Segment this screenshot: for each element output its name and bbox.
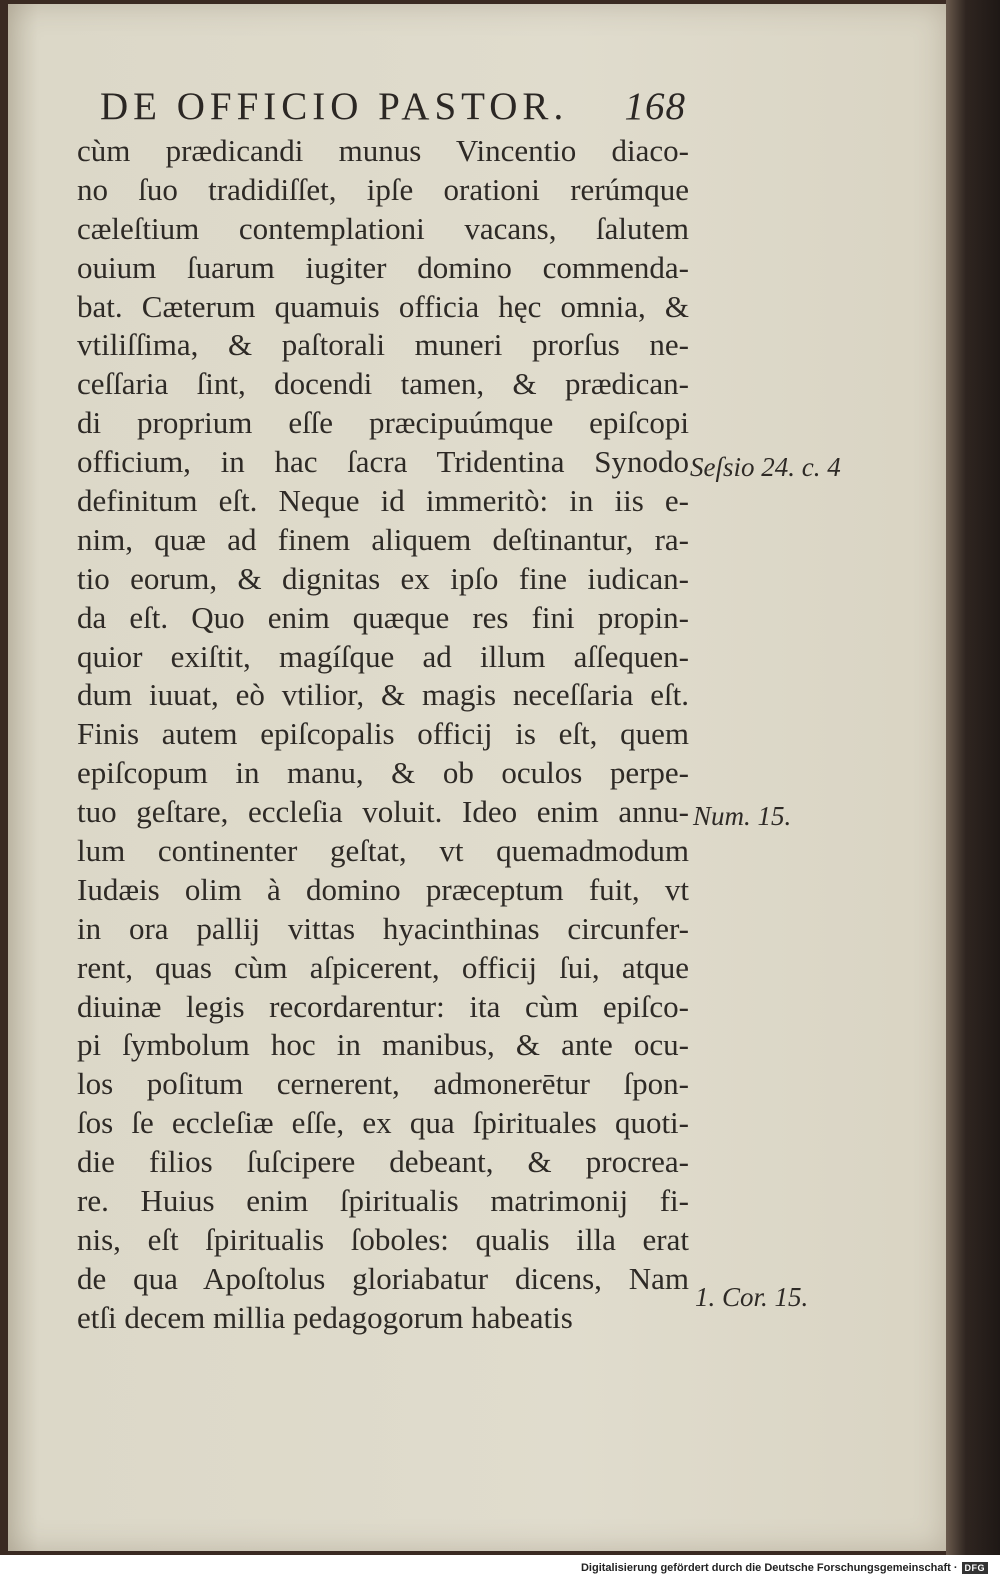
text-line: de qua Apoſtolus gloriabatur dicens, Nam xyxy=(77,1260,689,1296)
digitization-footer xyxy=(0,1555,1000,1580)
text-line: dum iuuat, eò vtilior, & magis neceſſaria eſt. xyxy=(77,677,689,713)
text-line: etſi decem millia pedagogorum habeatis xyxy=(77,1299,573,1335)
text-line: cùm prædicandi munus Vincentio diaco- xyxy=(77,133,689,168)
text-line: cæleſtium contemplationi vacans, ſalutem xyxy=(77,210,689,246)
margin-note-corinthios: 1. Cor. 15. xyxy=(695,1282,809,1312)
text-line: tuo geſtare, eccleſia voluit. Ideo enim annu- xyxy=(77,794,689,830)
body-text xyxy=(77,132,689,1338)
text-line: diuinæ legis recordarentur: ita cùm epiſco- xyxy=(77,988,689,1024)
text-line: officium, in hac ſacra Tridentina Synodo xyxy=(77,444,689,480)
margin-note-numeri: Num. 15. xyxy=(693,801,792,831)
text-line: nim, quæ ad finem aliquem deſtinantur, ra- xyxy=(77,521,689,557)
text-line: re. Huius enim ſpiritualis matrimonij fi- xyxy=(77,1183,689,1219)
running-title: DE OFFICIO PASTOR. xyxy=(100,84,569,128)
text-line: ceſſaria ſint, docendi tamen, & prædican- xyxy=(77,366,689,402)
text-line: definitum eſt. Neque id immeritò: in iis e- xyxy=(77,483,689,519)
text-line: epiſcopum in manu, & ob oculos perpe- xyxy=(77,755,689,791)
text-line: no ſuo tradidiſſet, ipſe orationi rerúmque xyxy=(77,171,689,207)
text-line: di proprium eſſe præcipuúmque epiſcopi xyxy=(77,405,689,441)
page-number: 168 xyxy=(624,84,686,128)
text-line: lum continenter geſtat, vt quemadmodum xyxy=(77,833,689,869)
text-line: los poſitum cernerent, admonerētur ſpon- xyxy=(77,1066,689,1102)
text-line: tio eorum, & dignitas ex ipſo fine iudican- xyxy=(77,560,689,596)
text-line: die filios ſuſcipere debeant, & procrea- xyxy=(77,1144,689,1180)
text-line: ſos ſe eccleſiæ eſſe, ex qua ſpirituales quoti- xyxy=(77,1105,689,1141)
footer-credit: Digitalisierung gefördert durch die Deutsche Forschungsgemeinschaft · xyxy=(580,1561,958,1574)
text-line: ouium ſuarum iugiter domino commenda- xyxy=(77,249,689,285)
text-line: quior exiſtit, magíſque ad illum aſſequen- xyxy=(77,638,689,674)
text-line: Iudæis olim à domino præceptum fuit, vt xyxy=(77,871,689,907)
text-line: rent, quas cùm aſpicerent, officij ſui, atque xyxy=(77,949,689,985)
text-line: Finis autem epiſcopalis officij is eſt, quem xyxy=(77,716,689,752)
text-line: bat. Cæterum quamuis officia hęc omnia, & xyxy=(77,288,689,324)
text-line: vtiliſſima, & paſtorali muneri prorſus ne- xyxy=(77,327,689,363)
dfg-logo: DFG xyxy=(962,1562,989,1574)
margin-note-sessio: Seſsio 24. c. 4 xyxy=(690,452,841,482)
text-line: in ora pallij vittas hyacinthinas circunfer- xyxy=(77,910,689,946)
running-header xyxy=(100,84,686,128)
text-line: nis, eſt ſpiritualis ſoboles: qualis illa erat xyxy=(77,1221,689,1257)
book-edge xyxy=(946,0,1000,1555)
text-line: pi ſymbolum hoc in manibus, & ante ocu- xyxy=(77,1027,689,1063)
text-line: da eſt. Quo enim quæque res fini propin- xyxy=(77,599,689,635)
